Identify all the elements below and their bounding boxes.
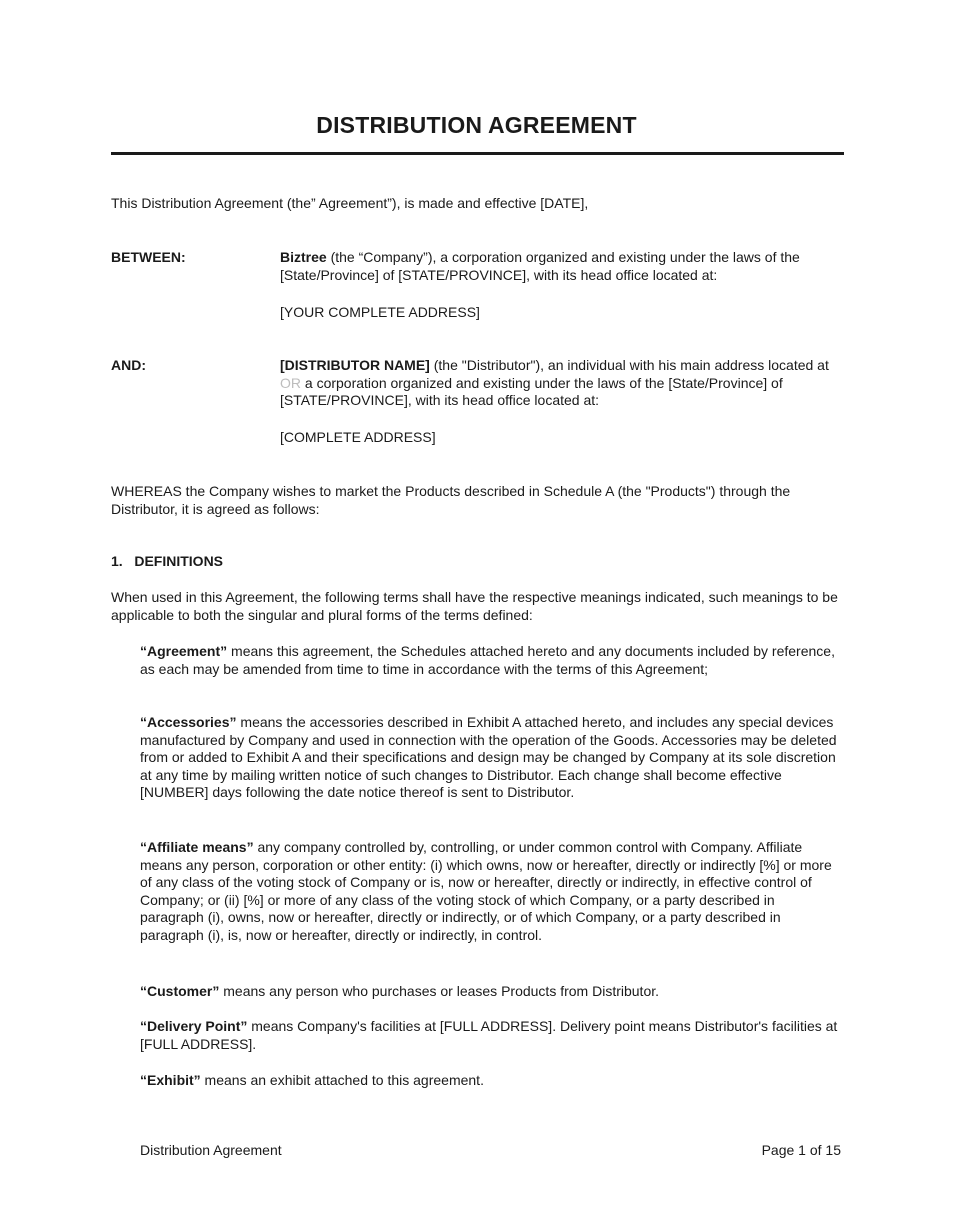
definition-exhibit <box>140 1072 840 1090</box>
and-party-text-1: (the "Distributor"), an individual with his main address located at <box>429 357 829 373</box>
intro-paragraph: This Distribution Agreement (the” Agreement”), is made and effective [DATE], <box>111 195 589 211</box>
footer-document-name: Distribution Agreement <box>140 1142 282 1158</box>
document-title: DISTRIBUTION AGREEMENT <box>316 112 637 138</box>
definition-text: means this agreement, the Schedules attached hereto and any documents included by reference, as each may be amended from time to time in accordance with the terms of this Agreement; <box>140 643 835 677</box>
section-1-heading: 1. DEFINITIONS <box>111 553 224 569</box>
definition-term: “Accessories” <box>140 714 237 730</box>
section-1-intro: When used in this Agreement, the following terms shall have the respective meanings indicated, such meanings to be applicable to both the singular and plural forms of the terms defined: <box>111 589 838 623</box>
between-party-name: Biztree <box>280 249 327 265</box>
footer-page-number: Page 1 of 15 <box>761 1142 841 1158</box>
definition-text: means an exhibit attached to this agreement. <box>200 1072 484 1088</box>
between-party-text: (the “Company”), a corporation organized and existing under the laws of the [State/Province] of [STATE/PROVINCE], with its head office located at: <box>280 249 800 283</box>
and-party-name: [DISTRIBUTOR NAME] <box>280 357 430 373</box>
definition-term: “Exhibit” <box>140 1072 201 1088</box>
and-label: AND: <box>111 357 146 373</box>
definition-accessories <box>140 714 840 802</box>
definition-text: any company controlled by, controlling, or under common control with Company. Affiliate means any person, corporation or other entity: (i) which owns, now or hereafter, directly or indirectly [%] or more of any class of the voting stock of Company or is, now or hereafter, directly or indirectly, in effective control of Company; or (ii) [%] or more of any class of the voting stock of which Company, or a party described in paragraph (i), owns, now or hereafter, directly or indirectly, or of which Company, or a party described in paragraph (i), is, now or hereafter, directly or indirectly, in control. <box>140 839 832 943</box>
definition-delivery-point <box>140 1018 840 1053</box>
between-label: BETWEEN: <box>111 249 186 265</box>
and-address: [COMPLETE ADDRESS] <box>280 429 436 445</box>
definition-text: means the accessories described in Exhibit A attached hereto, and includes any special devices manufactured by Company and used in connection with the operation of the Goods. Accessories may be deleted from or added to Exhibit A and their specifications and design may be changed by Company at its sole discretion at any time by mailing written notice of such changes to Distributor. Each change shall become effective [NUMBER] days following the date notice thereof is sent to Distributor. <box>140 714 837 800</box>
definition-term: “Customer” <box>140 983 220 999</box>
and-party-paragraph <box>280 357 845 410</box>
or-text: OR <box>280 374 301 391</box>
definition-customer <box>140 983 840 1001</box>
definition-affiliate <box>140 839 840 944</box>
definition-text: means any person who purchases or leases Products from Distributor. <box>219 983 660 999</box>
title-rule <box>111 152 844 155</box>
definition-term: “Delivery Point” <box>140 1018 248 1034</box>
between-party-paragraph <box>280 249 845 284</box>
definition-term: “Affiliate means” <box>140 839 254 855</box>
and-party-text-2: a corporation organized and existing under the laws of the [State/Province] of [STATE/PROVINCE], with its head office located at: <box>280 374 783 408</box>
definition-agreement <box>140 643 840 678</box>
between-address: [YOUR COMPLETE ADDRESS] <box>280 304 480 320</box>
whereas-paragraph: WHEREAS the Company wishes to market the Products described in Schedule A (the "Products") through the Distributor, it is agreed as follows: <box>111 483 791 517</box>
definition-text: means Company's facilities at [FULL ADDRESS]. Delivery point means Distributor's facilities at [FULL ADDRESS]. <box>140 1018 838 1052</box>
definition-term: “Agreement” <box>140 643 228 659</box>
